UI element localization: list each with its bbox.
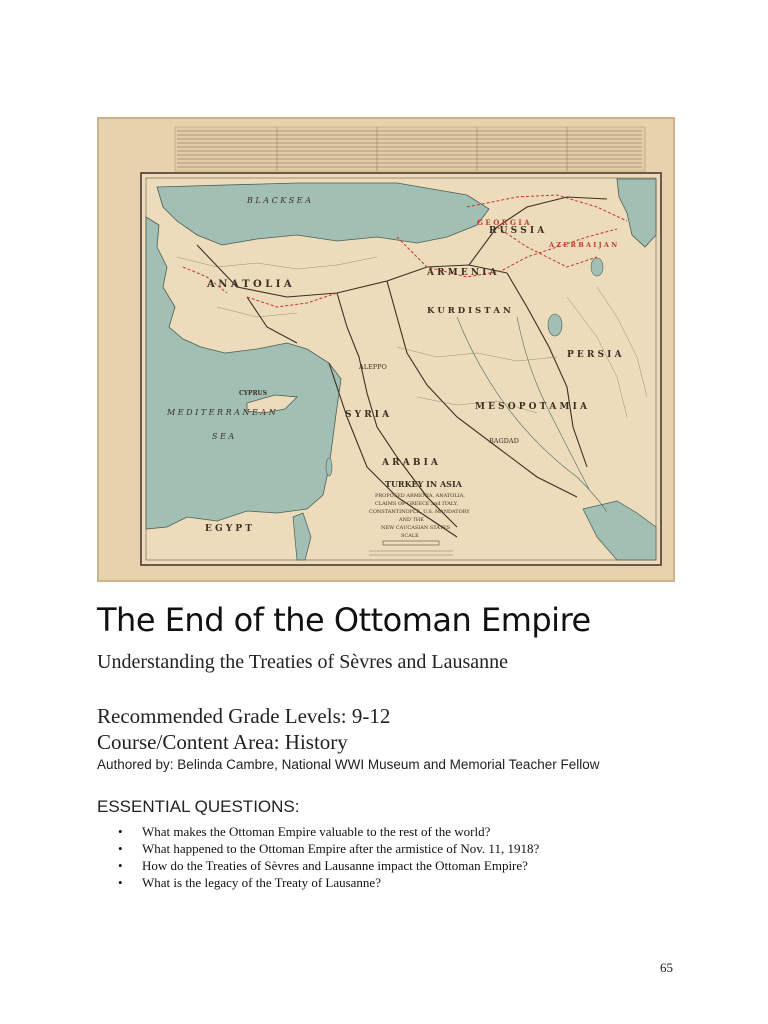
essential-question: • What happened to the Ottoman Empire after the armistice of Nov. 11, 1918? bbox=[118, 840, 539, 857]
legend-line: PROPOSED ARMENIA, ANATOLIA, bbox=[375, 493, 465, 499]
label-anatolia: A N A T O L I A bbox=[207, 279, 292, 290]
author-line: Authored by: Belinda Cambre, National WWI Museum and Memorial Teacher Fellow bbox=[97, 757, 600, 772]
black-sea bbox=[157, 183, 489, 245]
label-kurdistan: K U R D I S T A N bbox=[427, 306, 511, 316]
label-mesopotamia: M E S O P O T A M I A bbox=[475, 402, 587, 412]
page-number: 65 bbox=[660, 960, 673, 975]
essential-question: • What is the legacy of the Treaty of Lausanne? bbox=[118, 874, 539, 891]
label-arabia: A R A B I A bbox=[382, 458, 438, 468]
legend-title: TURKEY IN ASIA bbox=[385, 479, 462, 489]
map-svg bbox=[97, 117, 675, 582]
label-georgia: G E O R G I A bbox=[477, 218, 530, 227]
label-black-sea: B L A C K S E A bbox=[247, 196, 311, 205]
label-syria: S Y R I A bbox=[345, 410, 390, 420]
document-title: The End of the Ottoman Empire bbox=[97, 601, 591, 639]
label-sea: S E A bbox=[212, 432, 235, 441]
essential-questions-heading: ESSENTIAL QUESTIONS: bbox=[97, 797, 300, 816]
essential-questions-list bbox=[118, 823, 539, 891]
label-armenia: A R M E N I A bbox=[427, 268, 497, 278]
essential-question: • How do the Treaties of Sèvres and Lausanne impact the Ottoman Empire? bbox=[118, 857, 539, 874]
legend-line: CLAIMS OF GREECE and ITALY, bbox=[375, 501, 459, 507]
map-index-table bbox=[175, 127, 645, 171]
label-cyprus: CYPRUS bbox=[239, 390, 268, 397]
label-russia: R U S S I A bbox=[489, 226, 545, 236]
essential-question: • What makes the Ottoman Empire valuable to the rest of the world? bbox=[118, 823, 539, 840]
label-aleppo: ALEPPO bbox=[359, 363, 387, 371]
label-azerbaijan: A Z E R B A I J A N bbox=[549, 241, 618, 249]
label-baghdad: BAGDAD bbox=[489, 437, 519, 445]
ottoman-map-image bbox=[97, 117, 675, 582]
legend-line: SCALE bbox=[401, 533, 419, 539]
label-mediterranean: M E D I T E R R A N E A N bbox=[167, 408, 276, 417]
legend-line: NEW CAUCASIAN STATES bbox=[381, 525, 451, 531]
label-egypt: E G Y P T bbox=[205, 524, 252, 534]
grade-levels: Recommended Grade Levels: 9-12 bbox=[97, 704, 391, 728]
legend-line: CONSTANTINOPLE, U.S. MANDATORY bbox=[369, 509, 470, 515]
legend-line: AND THE bbox=[399, 517, 424, 523]
label-persia: P E R S I A bbox=[567, 350, 622, 360]
document-subtitle: Understanding the Treaties of Sèvres and Lausanne bbox=[97, 651, 509, 673]
course-area: Course/Content Area: History bbox=[97, 730, 348, 754]
